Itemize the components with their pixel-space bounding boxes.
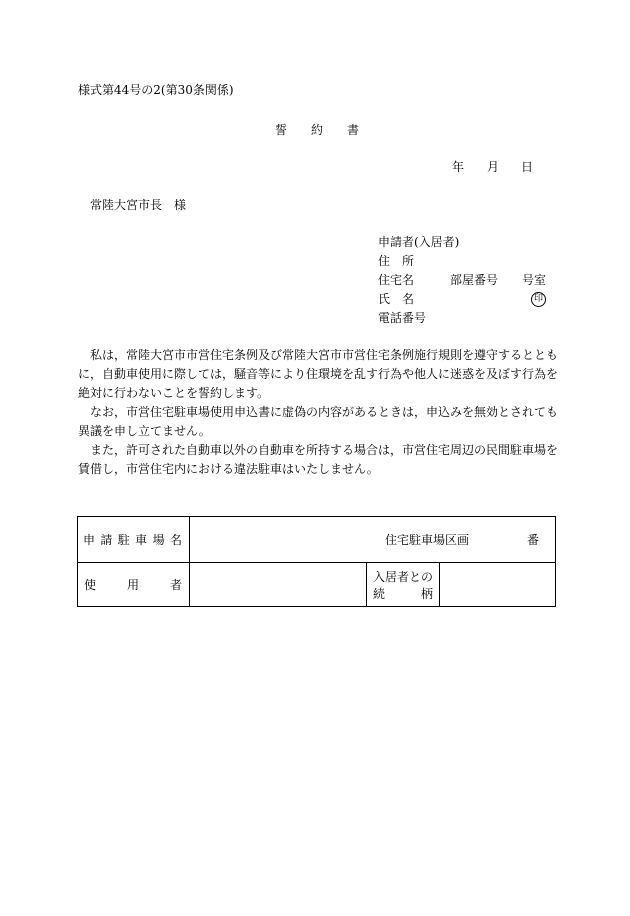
cell-relation-label	[367, 563, 440, 606]
cell-user-value	[190, 563, 367, 606]
label-char: 場	[152, 533, 165, 547]
label-char: 用	[126, 578, 139, 592]
body-line: 絶対に行わないことを誓約します。	[78, 386, 270, 400]
relation-label-line1: 入居者との	[373, 570, 434, 584]
cell-parking-name-label	[78, 517, 190, 563]
document-title: 誓 約 書	[275, 123, 360, 137]
cell-relation-value	[440, 563, 555, 606]
label-char: 駐	[117, 533, 130, 547]
body-line: 私は，常陸大宮市市営住宅条例及び常陸大宮市市営住宅条例施行規則を遵守するととも	[78, 348, 559, 362]
date-day: 日	[521, 160, 534, 174]
parking-area-label: 住宅駐車場区画	[385, 533, 470, 547]
pledge-body	[78, 346, 560, 479]
parking-number-suffix: 番	[527, 533, 540, 547]
parking-application-table	[77, 516, 556, 607]
address-label: 住 所	[378, 254, 415, 268]
label-char: 申	[83, 533, 96, 547]
room-suffix: 号室	[522, 273, 547, 287]
name-label: 氏 名	[378, 292, 415, 306]
date-year: 年	[452, 160, 465, 174]
cell-parking-area	[190, 517, 555, 563]
relation-label-line2	[373, 586, 433, 600]
housing-name-label: 住宅名	[378, 273, 415, 287]
body-line: 異議を申し立てません。	[78, 424, 211, 438]
label-char: 請	[100, 533, 113, 547]
addressee: 常陸大宮市長 様	[90, 198, 187, 212]
body-line: に，自動車使用に際しては，騒音等により住環境を乱す行為や他人に迷惑を及ぼす行為を	[78, 367, 559, 381]
body-line: なお，市営住宅駐車場使用申込書に虚偽の内容があるときは，申込みを無効とされても	[78, 405, 559, 419]
room-number-label: 部屋番号	[450, 273, 499, 287]
label-char: 続	[373, 586, 386, 601]
user-label	[84, 563, 182, 606]
body-line: 賃借し，市営住宅内における違法駐車はいたしません。	[78, 462, 379, 476]
date-month: 月	[487, 160, 500, 174]
cell-user-label	[78, 563, 190, 606]
form-number: 様式第44号の2(第30条関係)	[78, 83, 234, 97]
label-char: 使	[84, 578, 97, 592]
seal-mark: 印	[531, 292, 546, 307]
parking-name-label	[83, 517, 182, 562]
label-char: 柄	[420, 586, 433, 601]
label-char: 者	[169, 578, 182, 592]
phone-label: 電話番号	[378, 311, 427, 325]
applicant-heading: 申請者(入居者)	[378, 235, 460, 249]
body-line: また，許可された自動車以外の自動車を所持する場合は，市営住宅周辺の民間駐車場を	[78, 443, 559, 457]
label-char: 名	[169, 533, 182, 547]
label-char: 車	[135, 533, 148, 547]
